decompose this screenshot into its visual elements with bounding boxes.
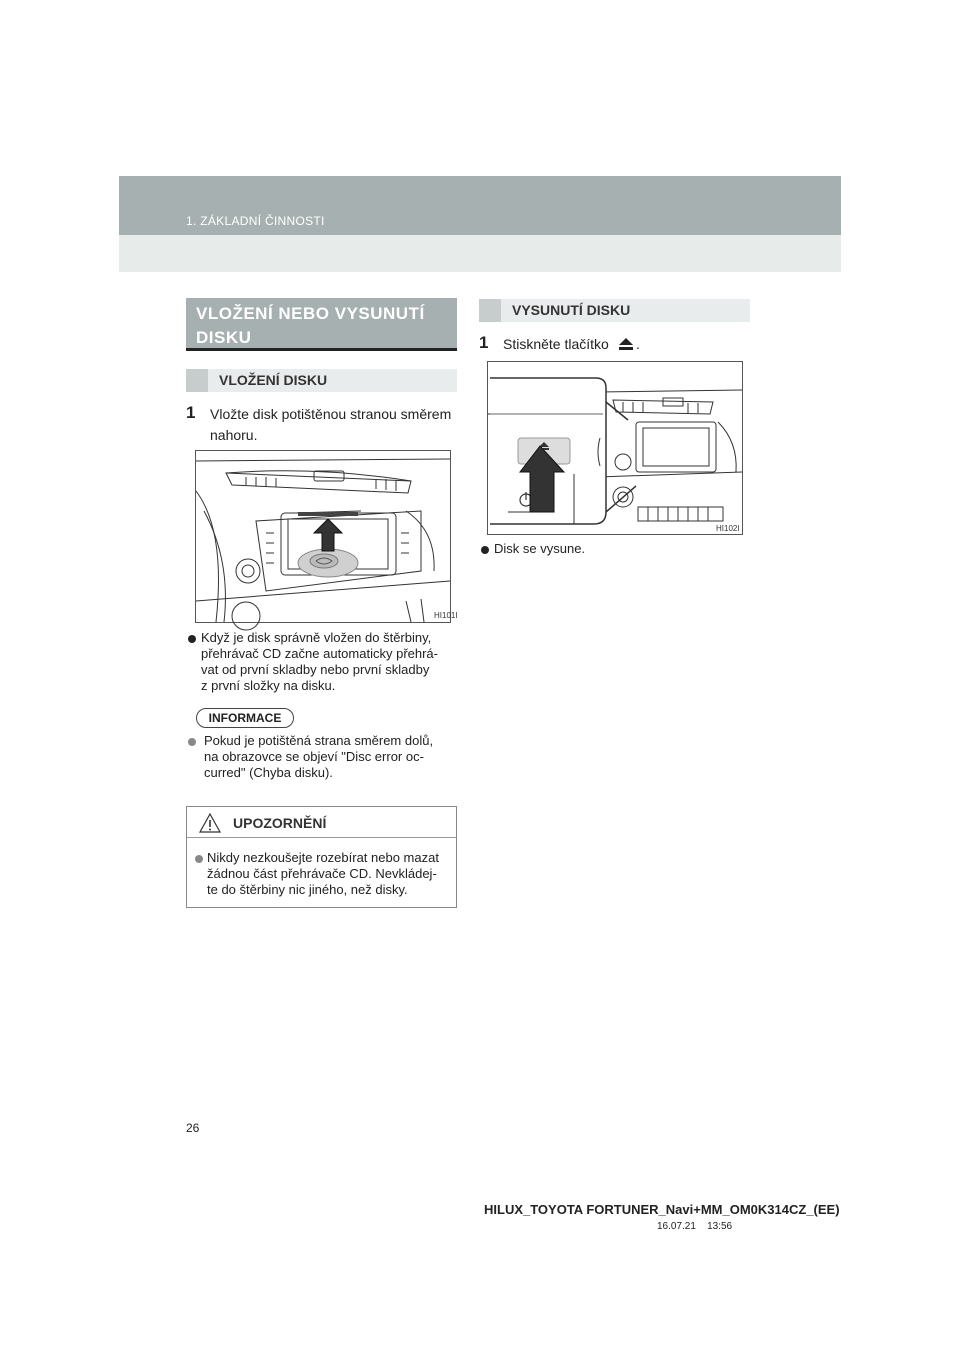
step-number: 1 xyxy=(186,403,196,422)
info-text xyxy=(204,733,457,781)
section-title-line1: VLOŽENÍ NEBO VYSUNUTÍ xyxy=(196,304,425,323)
subhead-eject-disc xyxy=(479,299,750,322)
bullet-dot xyxy=(188,635,196,643)
bullet-line: vat od první skladby nebo první skladby xyxy=(201,662,430,677)
doc-title: HILUX_TOYOTA FORTUNER_Navi+MM_OM0K314CZ_(EE) xyxy=(484,1202,840,1217)
warning-title: UPOZORNĚNÍ xyxy=(233,815,327,831)
figure-label-1: HI101I xyxy=(434,611,458,620)
doc-time: 13:56 xyxy=(707,1221,733,1232)
step-eject xyxy=(479,334,754,356)
warning-separator xyxy=(187,837,456,838)
figure-eject-disc xyxy=(487,361,743,535)
warning-bullet-dot xyxy=(195,855,203,863)
figure-label-2: HI102I xyxy=(716,524,740,533)
bullet-line: z první složky na disku. xyxy=(201,678,336,693)
info-tag: INFORMACE xyxy=(196,708,294,728)
info-line: na obrazovce se objeví "Disc error oc- xyxy=(204,749,424,764)
section-title-line2: DISKU xyxy=(196,328,252,347)
warning-line: Nikdy nezkoušejte rozebírat nebo mazat xyxy=(207,850,439,865)
eject-icon xyxy=(619,338,633,350)
bullet-line: přehrávač CD začne automaticky přehrá- xyxy=(201,646,438,661)
page-number: 26 xyxy=(186,1121,200,1135)
chapter-title: 1. ZÁKLADNÍ ČINNOSTI xyxy=(186,214,325,228)
step-line2: nahoru. xyxy=(210,427,258,443)
warning-line: žádnou část přehrávače CD. Nevkládej- xyxy=(207,866,437,881)
subhead-marker xyxy=(479,299,501,322)
bullet-eject-info: Disk se vysune. xyxy=(494,541,586,556)
dashboard-eject-illustration xyxy=(488,362,742,534)
info-bullet-dot xyxy=(188,738,196,746)
subhead-marker xyxy=(186,369,208,392)
bullet-dot xyxy=(481,546,489,554)
dashboard-insert-illustration xyxy=(196,451,450,622)
header-sub-bar xyxy=(119,235,841,272)
warning-text xyxy=(207,850,450,898)
section-title xyxy=(186,298,457,348)
info-line: Pokud je potištěná strana směrem dolů, xyxy=(204,733,434,748)
step-line1: Vložte disk potištěnou stranou směrem xyxy=(210,406,452,422)
doc-timestamp xyxy=(657,1221,732,1232)
subhead-insert-disc xyxy=(186,369,457,392)
subhead-eject-label: VYSUNUTÍ DISKU xyxy=(512,302,631,318)
step-insert xyxy=(186,404,461,448)
figure-insert-disc xyxy=(195,450,458,623)
step-number: 1 xyxy=(479,333,489,352)
warning-triangle-icon xyxy=(199,813,221,833)
warning-line: te do štěrbiny nic jiného, než disky. xyxy=(207,882,408,897)
info-line: curred" (Chyba disku). xyxy=(204,765,333,780)
step-eject-end: . xyxy=(636,336,640,352)
subhead-insert-label: VLOŽENÍ DISKU xyxy=(219,372,328,388)
doc-date: 16.07.21 xyxy=(657,1221,696,1232)
section-underline xyxy=(186,348,457,351)
bullet-insert-info xyxy=(201,630,459,694)
bullet-line: Když je disk správně vložen do štěrbiny, xyxy=(201,630,432,645)
step-eject-text: Stiskněte tlačítko xyxy=(503,336,609,352)
